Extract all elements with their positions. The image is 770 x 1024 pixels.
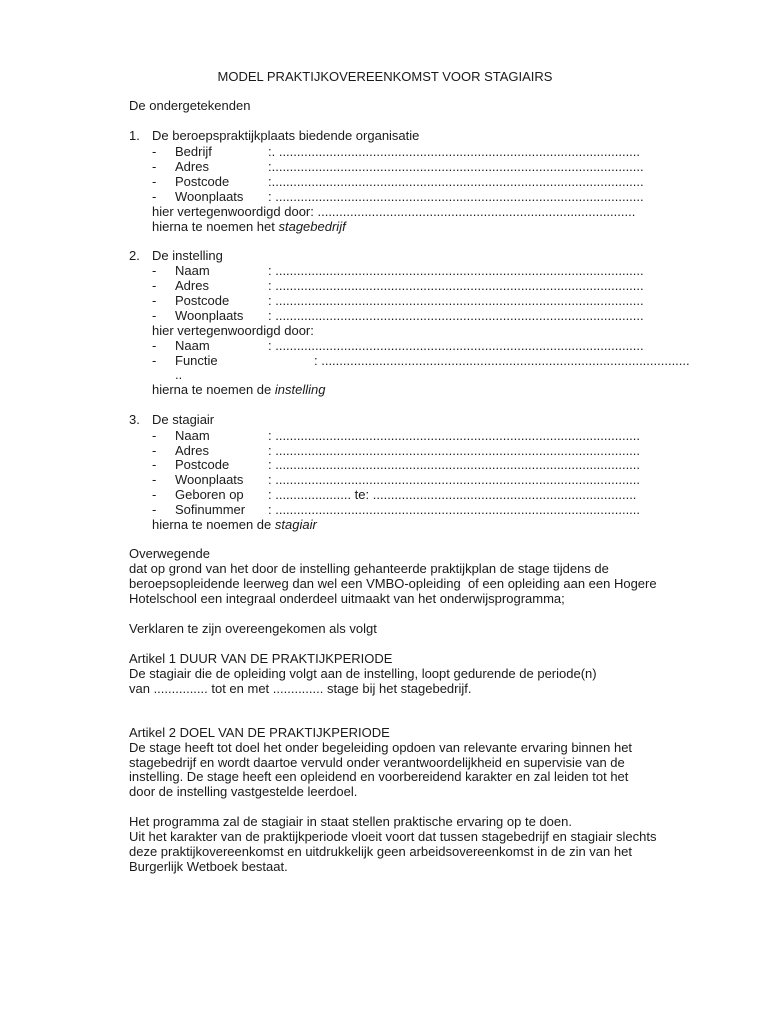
considering-line: Hotelschool een integraal onderdeel uitmaakt van het onderwijsprogramma; xyxy=(129,591,565,606)
list-dash: - xyxy=(152,189,157,204)
field-blank[interactable]: : ...................................................................................................... xyxy=(314,353,690,368)
article-1-line: De stagiair die de opleiding volgt aan de instelling, loopt gedurende de periode(n) xyxy=(129,666,597,681)
list-dash: - xyxy=(152,353,157,368)
field-blank[interactable]: :....................................................................................................... xyxy=(268,159,644,174)
field-blank-overflow: .. xyxy=(175,367,183,382)
considering-line: dat op grond van het door de instelling gehanteerde praktijkplan de stage tijdens de xyxy=(129,561,609,576)
considering-line: beroepsopleidende leerweg dan wel een VMBO-opleiding of een opleiding aan een Hogere xyxy=(129,576,657,591)
field-label: Adres xyxy=(175,278,209,293)
field-blank[interactable]: : ..................................................................................................... xyxy=(268,457,641,472)
represented-by-line: hier vertegenwoordigd door: xyxy=(152,323,314,338)
field-label: Woonplaats xyxy=(175,472,244,487)
field-blank[interactable]: : ..................................................................................................... xyxy=(268,472,641,487)
field-label: Woonplaats xyxy=(175,308,244,323)
field-label: Geboren op xyxy=(175,487,244,502)
article-1-line[interactable]: van ............... tot en met .............. stage bij het stagebedrijf. xyxy=(129,681,472,696)
named-as-line: hierna te noemen het stagebedrijf xyxy=(152,219,346,234)
list-dash: - xyxy=(152,293,157,308)
field-label: Functie xyxy=(175,353,218,368)
article-2-line: stagebedrijf en wordt daartoe vervuld onder verantwoordelijkheid en supervisie van de xyxy=(129,755,625,770)
named-as-line: hierna te noemen de instelling xyxy=(152,382,326,397)
list-dash: - xyxy=(152,472,157,487)
field-blank[interactable]: :. .................................................................................................... xyxy=(268,144,641,159)
list-dash: - xyxy=(152,428,157,443)
section-3-heading: De stagiair xyxy=(152,412,215,427)
field-blank[interactable]: : ..................................................................................................... xyxy=(268,443,641,458)
section-2-heading: De instelling xyxy=(152,248,223,263)
field-blank[interactable]: : ...................................................................................................... xyxy=(268,189,644,204)
field-label: Naam xyxy=(175,338,210,353)
list-dash: - xyxy=(152,443,157,458)
list-dash: - xyxy=(152,144,157,159)
list-dash: - xyxy=(152,263,157,278)
list-dash: - xyxy=(152,338,157,353)
article-2-line: De stage heeft tot doel het onder begeleiding opdoen van relevante ervaring binnen het xyxy=(129,740,633,755)
article-2-paragraph-line: Uit het karakter van de praktijkperiode vloeit voort dat tussen stagebedrijf en stagiair slechts xyxy=(129,829,657,844)
declare-text: Verklaren te zijn overeengekomen als volgt xyxy=(129,621,377,636)
field-blank[interactable]: : ...................................................................................................... xyxy=(268,293,644,308)
list-dash: - xyxy=(152,159,157,174)
list-dash: - xyxy=(152,174,157,189)
field-label: Naam xyxy=(175,428,210,443)
field-blank[interactable]: :....................................................................................................... xyxy=(268,174,644,189)
considering-heading: Overwegende xyxy=(129,546,210,561)
article-1-heading: Artikel 1 DUUR VAN DE PRAKTIJKPERIODE xyxy=(129,651,393,666)
field-blank[interactable]: : ...................................................................................................... xyxy=(268,278,644,293)
represented-by-line[interactable]: hier vertegenwoordigd door: ........................................................................................ xyxy=(152,204,636,219)
article-2-paragraph-line: Het programma zal de stagiair in staat stellen praktische ervaring op te doen. xyxy=(129,814,572,829)
field-label: Bedrijf xyxy=(175,144,212,159)
section-2-number: 2. xyxy=(129,248,140,263)
field-label: Adres xyxy=(175,159,209,174)
field-label: Postcode xyxy=(175,293,230,308)
list-dash: - xyxy=(152,308,157,323)
field-blank[interactable]: : ...................................................................................................... xyxy=(268,263,644,278)
field-blank[interactable]: : ..................................................................................................... xyxy=(268,502,641,517)
field-label: Naam xyxy=(175,263,210,278)
field-blank[interactable]: : ...................................................................................................... xyxy=(268,338,644,353)
article-2-paragraph-line: Burgerlijk Wetboek bestaat. xyxy=(129,859,288,874)
field-blank[interactable]: : ..................... te: ......................................................................... xyxy=(268,487,637,502)
article-2-heading: Artikel 2 DOEL VAN DE PRAKTIJKPERIODE xyxy=(129,725,390,740)
list-dash: - xyxy=(152,278,157,293)
list-dash: - xyxy=(152,457,157,472)
field-blank[interactable]: : ..................................................................................................... xyxy=(268,428,641,443)
intro-text: De ondergetekenden xyxy=(129,98,251,113)
field-label: Woonplaats xyxy=(175,189,244,204)
document-title: MODEL PRAKTIJKOVEREENKOMST VOOR STAGIAIRS xyxy=(217,69,553,84)
section-1-heading: De beroepspraktijkplaats biedende organisatie xyxy=(152,128,420,143)
field-label: Postcode xyxy=(175,174,230,189)
named-as-line: hierna te noemen de stagiair xyxy=(152,517,317,532)
field-label: Adres xyxy=(175,443,209,458)
article-2-line: instelling. De stage heeft een opleidend en voorbereidend karakter en zal leiden tot het xyxy=(129,769,629,784)
field-blank[interactable]: : ...................................................................................................... xyxy=(268,308,644,323)
article-2-paragraph-line: deze praktijkovereenkomst en uitdrukkelijk geen arbeidsovereenkomst in de zin van het xyxy=(129,844,632,859)
list-dash: - xyxy=(152,502,157,517)
section-3-number: 3. xyxy=(129,412,140,427)
field-label: Sofinummer xyxy=(175,502,246,517)
list-dash: - xyxy=(152,487,157,502)
field-label: Postcode xyxy=(175,457,230,472)
article-2-line: door de instelling vastgestelde leerdoel. xyxy=(129,784,358,799)
section-1-number: 1. xyxy=(129,128,140,143)
